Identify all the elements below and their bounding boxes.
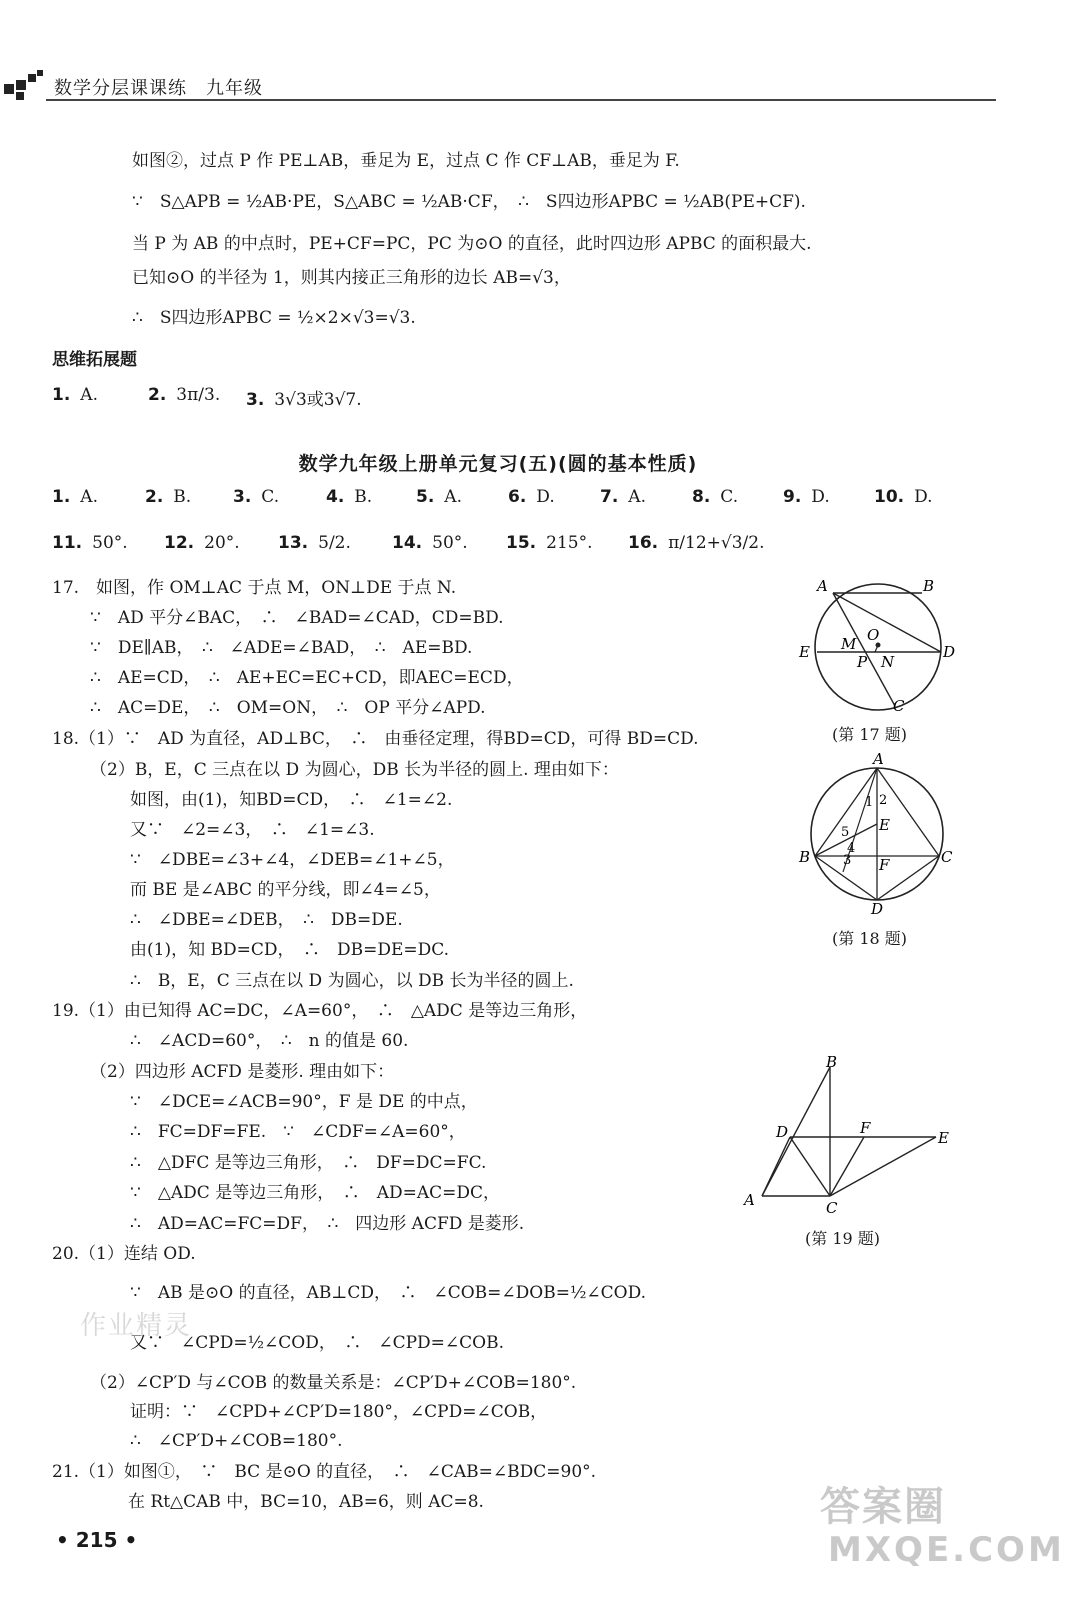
thinking-title: 思维拓展题 xyxy=(52,350,137,370)
q19-line-3: （2）四边形 ACFD 是菱形. 理由如下： xyxy=(90,1062,395,1082)
thinking-answer-2: 2. 3π/3. xyxy=(148,385,221,405)
fig18-label-4: 4 xyxy=(847,841,856,856)
q19-line-5: ∴ FC=DF=FE. ∵ ∠CDF=∠A=60°， xyxy=(130,1122,466,1142)
fig19-label-c: C xyxy=(826,1199,838,1217)
fig17-label-a: A xyxy=(817,577,828,595)
figure-18 xyxy=(795,752,960,917)
choice-answer-1: 1. A. xyxy=(52,487,98,507)
fig19-label-d: D xyxy=(776,1123,789,1141)
q19-line-1: 19.（1）由已知得 AC=DC，∠A=60°， ∴ △ADC 是等边三角形， xyxy=(52,1001,588,1021)
fill-answer-11: 11. 50°. xyxy=(52,533,128,553)
intro-line-4: 已知⊙O 的半径为 1，则其内接正三角形的边长 AB=√3， xyxy=(132,268,571,288)
thinking-answer-1: 1. A. xyxy=(52,385,98,405)
q18-line-4: 又∵ ∠2=∠3， ∴ ∠1=∠3. xyxy=(130,820,375,840)
q20-line-5: 证明：∵ ∠CPD+∠CP′D=180°，∠CPD=∠COB， xyxy=(130,1402,548,1422)
choice-answer-5: 5. A. xyxy=(416,487,462,507)
q21-line-1: 21.（1）如图①， ∵ BC 是⊙O 的直径， ∴ ∠CAB=∠BDC=90°. xyxy=(52,1462,597,1482)
choice-answer-8: 8. C. xyxy=(692,487,739,507)
q17-line-2: ∵ AD 平分∠BAC， ∴ ∠BAD=∠CAD，CD=BD. xyxy=(90,608,504,628)
q21-line-2: 在 Rt△CAB 中，BC=10，AB=6，则 AC=8. xyxy=(128,1492,484,1512)
fig17-label-d: D xyxy=(943,643,956,661)
fig18-label-c: C xyxy=(941,848,953,866)
choice-answer-9: 9. D. xyxy=(783,487,830,507)
choice-answer-3: 3. C. xyxy=(233,487,280,507)
intro-line-3: 当 P 为 AB 的中点时，PE+CF=PC，PC 为⊙O 的直径，此时四边形 APBC 的面积最大. xyxy=(132,234,812,254)
thinking-answer-3: 3. 3√3或3√7. xyxy=(246,390,362,410)
fill-answer-15: 15. 215°. xyxy=(506,533,593,553)
choice-answer-10: 10. D. xyxy=(874,487,933,507)
watermark-url: MXQE.COM xyxy=(828,1530,1065,1570)
q19-line-2: ∴ ∠ACD=60°， ∴ n 的值是 60. xyxy=(130,1031,409,1051)
fig17-label-c: C xyxy=(893,697,905,715)
fig18-label-e: E xyxy=(879,816,890,834)
header-rule xyxy=(46,99,996,101)
fig17-label-p: P xyxy=(857,653,868,671)
q20-line-6: ∴ ∠CP′D+∠COB=180°. xyxy=(130,1431,343,1451)
q18-line-7: ∴ ∠DBE=∠DEB， ∴ DB=DE. xyxy=(130,910,403,930)
q18-line-8: 由(1)，知 BD=CD， ∴ DB=DE=DC. xyxy=(130,940,450,960)
intro-line-1: 如图②，过点 P 作 PE⊥AB，垂足为 E，过点 C 作 CF⊥AB，垂足为 F. xyxy=(132,151,680,171)
fig19-label-e: E xyxy=(938,1129,949,1147)
fig19-label-f: F xyxy=(860,1119,871,1137)
q20-line-4: （2）∠CP′D 与∠COB 的数量关系是：∠CP′D+∠COB=180°. xyxy=(90,1373,577,1393)
fill-answer-13: 13. 5/2. xyxy=(278,533,351,553)
q17-line-3: ∵ DE∥AB， ∴ ∠ADE=∠BAD， ∴ AE=BD. xyxy=(90,638,473,658)
page-number: • 215 • xyxy=(56,1528,138,1552)
q18-line-6: 而 BE 是∠ABC 的平分线，即∠4=∠5， xyxy=(130,880,441,900)
figure-19-caption: (第 19 题) xyxy=(805,1229,881,1248)
q17-line-1: 17. 如图，作 OM⊥AC 于点 M，ON⊥DE 于点 N. xyxy=(52,578,457,598)
q19-line-8: ∴ AD=AC=FC=DF， ∴ 四边形 ACFD 是菱形. xyxy=(130,1214,525,1234)
section-title: 数学九年级上册单元复习(五)(圆的基本性质) xyxy=(298,453,698,475)
q17-line-4: ∴ AE=CD， ∴ AE+EC=EC+CD，即AEC=ECD， xyxy=(90,668,524,688)
fig19-label-a: A xyxy=(744,1191,755,1209)
fig17-label-n: N xyxy=(881,653,895,671)
fig18-label-3: 3 xyxy=(843,853,852,868)
choice-answer-4: 4. B. xyxy=(326,487,373,507)
figure-19 xyxy=(740,1055,960,1220)
header-logo-icon xyxy=(4,70,44,106)
fig18-label-5: 5 xyxy=(841,825,850,840)
fill-answer-12: 12. 20°. xyxy=(164,533,240,553)
fig17-label-o: O xyxy=(867,626,880,644)
fig17-label-m: M xyxy=(841,635,857,653)
q18-line-5: ∵ ∠DBE=∠3+∠4，∠DEB=∠1+∠5， xyxy=(130,850,455,870)
figure-18-caption: (第 18 题) xyxy=(832,929,908,948)
q20-line-1: 20.（1）连结 OD. xyxy=(52,1244,196,1264)
figure-17-caption: (第 17 题) xyxy=(832,725,908,744)
figure-17 xyxy=(795,575,970,715)
stamp-text: 作业精灵 xyxy=(80,1311,193,1341)
intro-line-2: ∵ S△APB = ½AB·PE，S△ABC = ½AB·CF， ∴ S四边形APBC = ½AB(PE+CF). xyxy=(132,192,806,212)
fig17-label-e: E xyxy=(799,643,810,661)
q18-line-3: 如图，由(1)，知BD=CD， ∴ ∠1=∠2. xyxy=(130,790,453,810)
fig18-label-2: 2 xyxy=(879,793,888,808)
fill-answer-16: 16. π/12+√3/2. xyxy=(628,533,765,553)
fig19-label-b: B xyxy=(826,1053,838,1071)
choice-answer-6: 6. D. xyxy=(508,487,555,507)
q20-line-2: ∵ AB 是⊙O 的直径，AB⊥CD， ∴ ∠COB=∠DOB=½∠COD. xyxy=(130,1283,647,1303)
fig18-label-a: A xyxy=(873,750,884,768)
fig18-label-b: B xyxy=(799,848,811,866)
q18-line-2: （2）B，E，C 三点在以 D 为圆心，DB 长为半径的圆上. 理由如下： xyxy=(90,760,619,780)
q17-line-5: ∴ AC=DE， ∴ OM=ON， ∴ OP 平分∠APD. xyxy=(90,698,486,718)
choice-answer-2: 2. B. xyxy=(145,487,192,507)
q19-line-4: ∵ ∠DCE=∠ACB=90°，F 是 DE 的中点， xyxy=(130,1092,478,1112)
choice-answer-7: 7. A. xyxy=(600,487,646,507)
q18-line-9: ∴ B，E，C 三点在以 D 为圆心，以 DB 长为半径的圆上. xyxy=(130,971,574,991)
intro-line-5: ∴ S四边形APBC = ½×2×√3=√3. xyxy=(132,308,416,328)
fill-answer-14: 14. 50°. xyxy=(392,533,468,553)
header-title: 数学分层课课练 九年级 xyxy=(54,78,263,99)
fig18-label-d: D xyxy=(871,900,884,918)
fig18-label-1: 1 xyxy=(865,795,874,810)
q19-line-6: ∴ △DFC 是等边三角形， ∴ DF=DC=FC. xyxy=(130,1153,487,1173)
q20-line-3: 又∵ ∠CPD=½∠COD， ∴ ∠CPD=∠COB. xyxy=(130,1333,505,1353)
q19-line-7: ∵ △ADC 是等边三角形， ∴ AD=AC=DC， xyxy=(130,1183,501,1203)
q18-line-1: 18.（1）∵ AD 为直径，AD⊥BC， ∴ 由垂径定理，得BD=CD，可得 BD=CD. xyxy=(52,729,699,749)
watermark-logo: 答案圈 xyxy=(820,1484,946,1530)
fig18-label-f: F xyxy=(879,856,890,874)
fig17-label-b: B xyxy=(923,577,935,595)
